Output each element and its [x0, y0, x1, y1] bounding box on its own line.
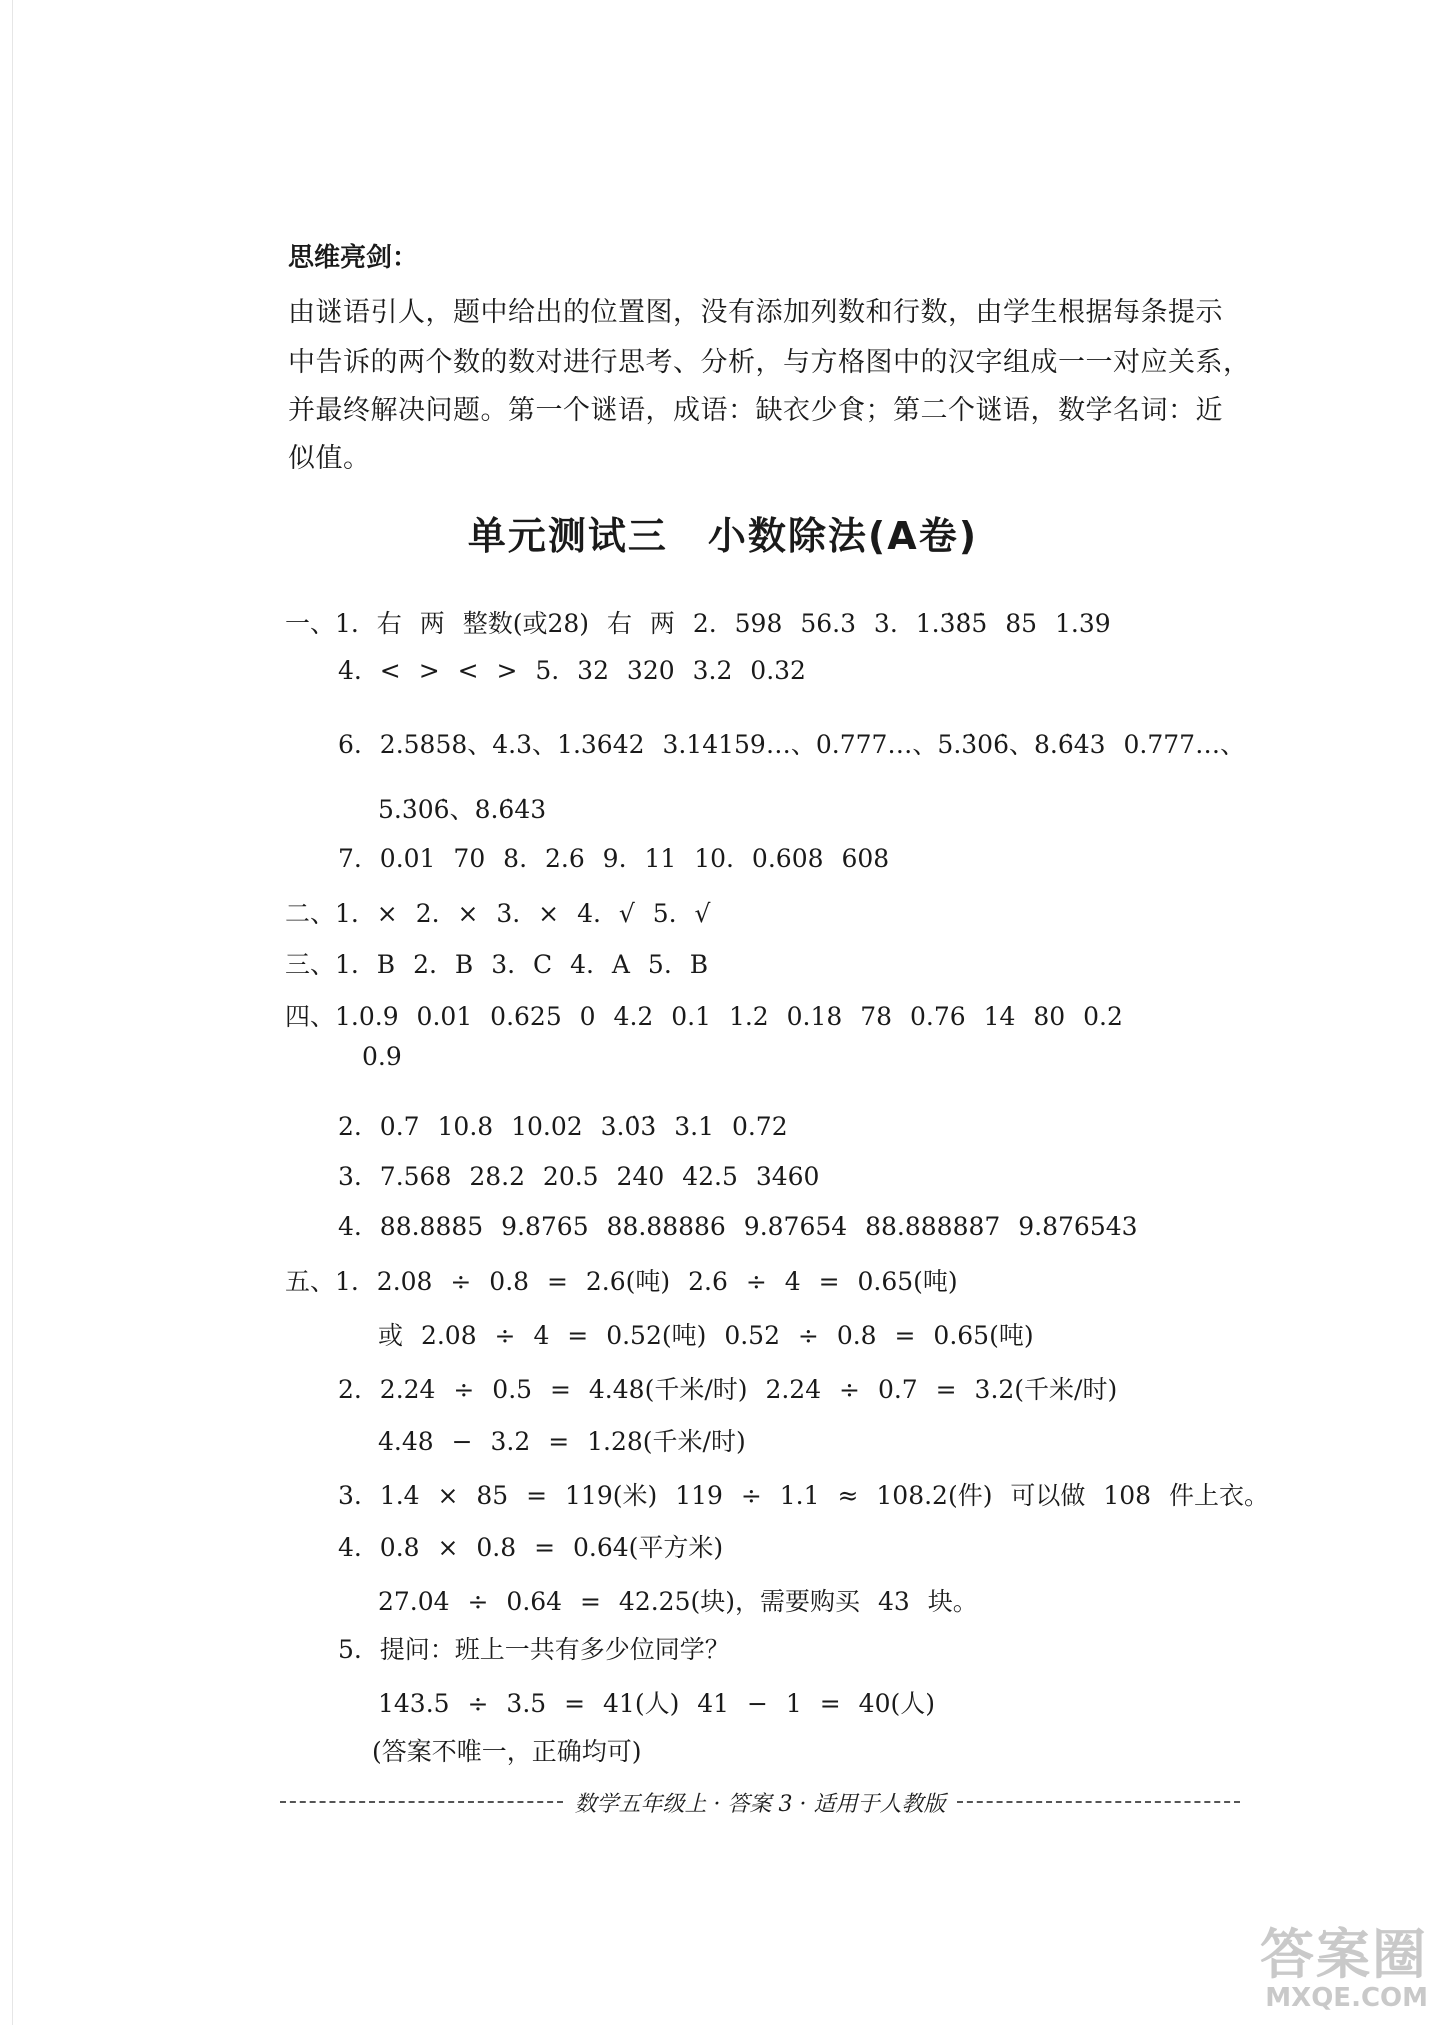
- answer-line: 4.48 − 3.2 = 1.28(千米/时): [378, 1427, 746, 1456]
- watermark-url: MXQE.COM: [1265, 1983, 1428, 2013]
- answer-line: (答案不唯一，正确均可): [372, 1737, 642, 1766]
- answer-line: 143.5 ÷ 3.5 = 41(人) 41 − 1 = 40(人): [378, 1689, 935, 1718]
- watermark: [1260, 1912, 1428, 2013]
- footer-dashed-rule: [280, 1801, 563, 1803]
- intro-line: 似值。: [288, 443, 371, 474]
- answer-line: 6. 2.5858、4.3、1.3642 3.14159…、0.777…、5.3̇06̇、8.6̇4̇3 0.777…、: [338, 730, 1246, 759]
- answer-line: 三、1. B 2. B 3. C 4. A 5. B: [285, 950, 709, 979]
- answer-line: 3. 7.568 28.2 20.5 240 42.5 3460: [338, 1162, 820, 1191]
- answer-line: 二、1. × 2. × 3. × 4. √ 5. √: [285, 899, 711, 928]
- answer-line: 4. < > < > 5. 32 320 3.2 0.32: [338, 656, 806, 685]
- footer-text: 数学五年级上 · 答案 3 · 适用于人教版: [574, 1791, 946, 1817]
- section-title: 单元测试三 小数除法(A卷): [467, 514, 979, 558]
- page-edge-line: [12, 0, 13, 2025]
- intro-line: 中告诉的两个数的数对进行思考、分析，与方格图中的汉字组成一一对应关系，: [288, 347, 1251, 378]
- intro-line: 并最终解决问题。第一个谜语，成语：缺衣少食；第二个谜语，数学名词：近: [288, 395, 1223, 426]
- answer-line: 0.9: [362, 1042, 402, 1071]
- answer-line: 一、1. 右 两 整数(或28) 右 两 2. 598 56.3 3. 1.3̇8̇5̇ 85 1.39: [285, 609, 1111, 638]
- footer-dashed-rule: [957, 1801, 1240, 1803]
- page-footer: [280, 1782, 1240, 1822]
- watermark-logo: 答案圈: [1260, 1923, 1428, 1986]
- answer-line: 3. 1.4 × 85 = 119(米) 119 ÷ 1.1 ≈ 108.2(件) 可以做 108 件上衣。: [338, 1481, 1270, 1510]
- answer-line: 2. 2.24 ÷ 0.5 = 4.48(千米/时) 2.24 ÷ 0.7 = 3.2(千米/时): [338, 1375, 1118, 1404]
- answer-line: 五、1. 2.08 ÷ 0.8 = 2.6(吨) 2.6 ÷ 4 = 0.65(吨): [285, 1267, 958, 1296]
- answer-line: 4. 88.8885 9.8765 88.88886 9.87654 88.888887 9.876543: [338, 1212, 1138, 1241]
- answer-line: 四、1.0.9 0.01 0.625 0 4.2 0.1 1.2 0.18 78 0.76 14 80 0.2: [285, 1002, 1123, 1031]
- answer-line: 5. 提问：班上一共有多少位同学？: [338, 1635, 730, 1664]
- intro-line: 由谜语引人，题中给出的位置图，没有添加列数和行数，由学生根据每条提示: [288, 297, 1223, 328]
- answer-line: 5.3̇06̇、8.6̇4̇3: [378, 795, 547, 824]
- answer-line: 2. 0.7 10.8 10.02 3.0̇3̇ 3.1 0.72: [338, 1112, 788, 1141]
- answer-line: 4. 0.8 × 0.8 = 0.64(平方米): [338, 1533, 724, 1562]
- answer-line: 或 2.08 ÷ 4 = 0.52(吨) 0.52 ÷ 0.8 = 0.65(吨): [378, 1321, 1034, 1350]
- answer-line: 7. 0.01 70 8. 2.6 9. 11 10. 0.608 608: [338, 844, 890, 873]
- intro-title: 思维亮剑：: [288, 243, 419, 273]
- answer-line: 27.04 ÷ 0.64 = 42.25(块)，需要购买 43 块。: [378, 1587, 978, 1616]
